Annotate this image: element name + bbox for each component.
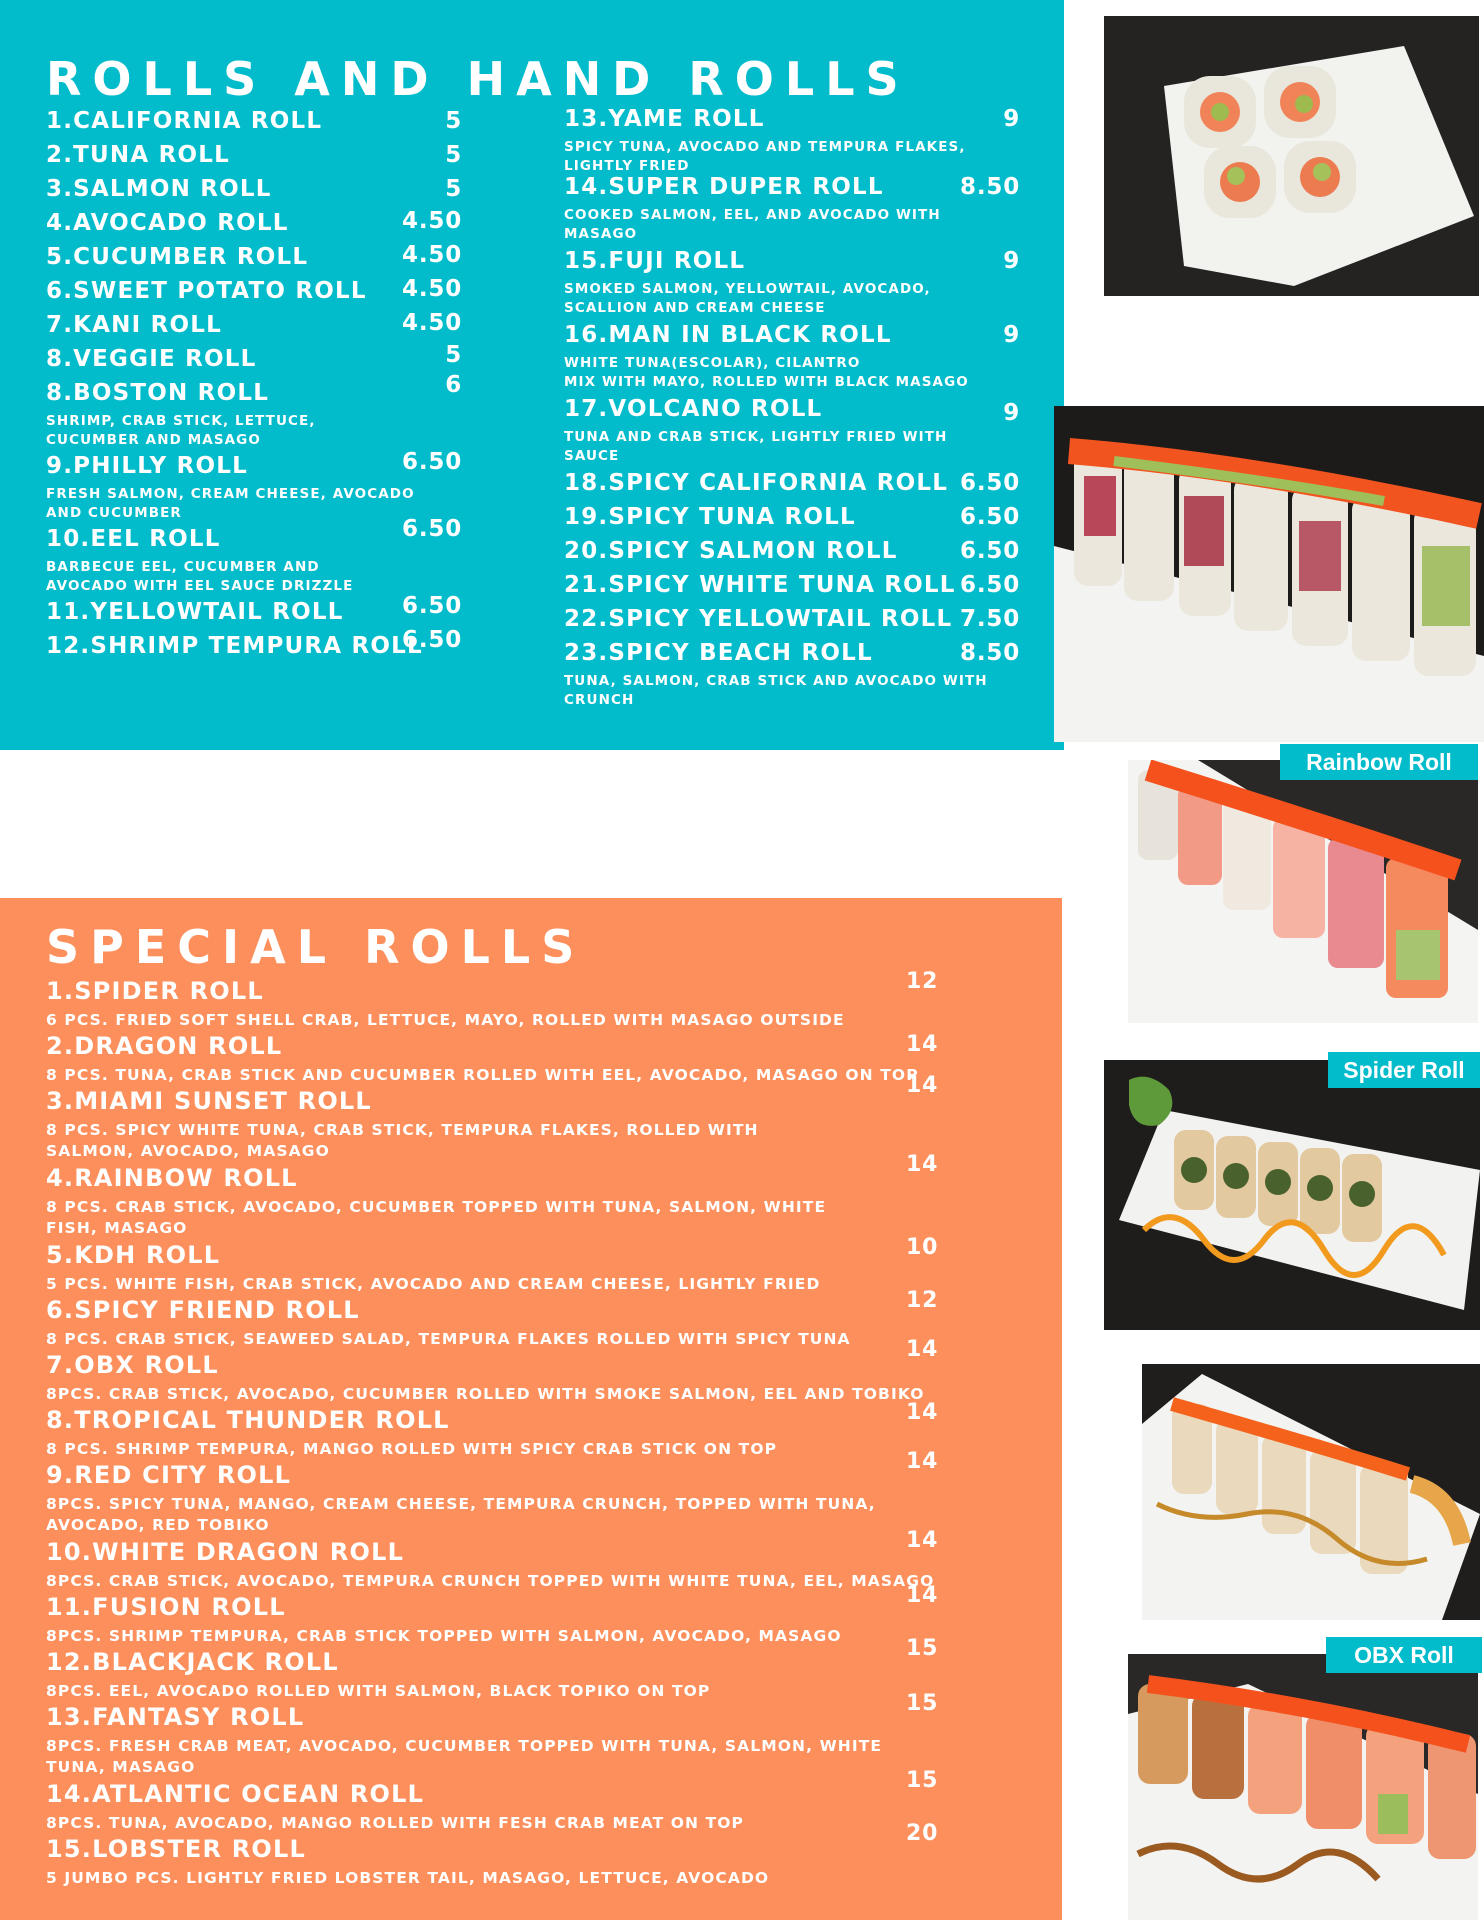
rolls-title: ROLLS AND HAND ROLLS (46, 52, 910, 106)
menu-item-name: 3.MIAMI SUNSET ROLL (46, 1087, 372, 1115)
menu-item-price: 4.50 (402, 276, 462, 302)
menu-item-description: SPICY TUNA, AVOCADO AND TEMPURA FLAKES, LIGHTLY FRIED (564, 139, 966, 174)
menu-item-name: 8.TROPICAL THUNDER ROLL (46, 1406, 450, 1434)
menu-item-price: 6 (445, 372, 462, 398)
menu-item-name: 15.LOBSTER ROLL (46, 1835, 307, 1863)
menu-item-description: 8 PCS. CRAB STICK, SEAWEED SALAD, TEMPURA FLAKES ROLLED WITH SPICY TUNA (46, 1330, 851, 1348)
menu-item-name: 14.ATLANTIC OCEAN ROLL (46, 1780, 425, 1808)
menu-item-name: 6.SPICY FRIEND ROLL (46, 1296, 360, 1324)
menu-item-price: 6.50 (402, 593, 462, 619)
obx-roll-photo (1128, 1654, 1478, 1920)
special-rolls-title: SPECIAL ROLLS (46, 920, 586, 974)
menu-item-description: 8PCS. SHRIMP TEMPURA, CRAB STICK TOPPED WITH SALMON, AVOCADO, MASAGO (46, 1627, 842, 1645)
menu-item-price: 7.50 (960, 606, 1020, 632)
menu-item-name: 16.MAN IN BLACK ROLL (564, 322, 892, 348)
rainbow-roll-label: Rainbow Roll (1280, 744, 1478, 780)
menu-item-price: 8.50 (960, 174, 1020, 200)
rolls-left-column (46, 110, 462, 670)
menu-item-name: 19.SPICY TUNA ROLL (564, 504, 856, 530)
menu-item-price: 14 (906, 1583, 939, 1608)
menu-item-name: 9.RED CITY ROLL (46, 1461, 292, 1489)
menu-item-name: 3.SALMON ROLL (46, 176, 272, 202)
menu-item-name: 1.CALIFORNIA ROLL (46, 108, 323, 134)
menu-item-description: SMOKED SALMON, YELLOWTAIL, AVOCADO, SCALLION AND CREAM CHEESE (564, 281, 931, 316)
menu-item-price: 14 (906, 1032, 939, 1057)
menu-item-name: 17.VOLCANO ROLL (564, 396, 823, 422)
menu-item-price: 5 (445, 108, 462, 134)
menu-item-price: 14 (906, 1337, 939, 1362)
menu-item-price: 15 (906, 1691, 939, 1716)
menu-item-description: TUNA, SALMON, CRAB STICK AND AVOCADO WITH CRUNCH (564, 673, 988, 708)
menu-item-price: 14 (906, 1152, 939, 1177)
menu-item-description: 8 PCS. SHRIMP TEMPURA, MANGO ROLLED WITH SPICY CRAB STICK ON TOP (46, 1440, 778, 1458)
menu-item-price: 6.50 (402, 516, 462, 542)
menu-item-name: 4.RAINBOW ROLL (46, 1164, 298, 1192)
menu-item-price: 6.50 (960, 470, 1020, 496)
menu-item-name: 10.EEL ROLL (46, 526, 221, 552)
menu-item-name: 14.SUPER DUPER ROLL (564, 174, 884, 200)
menu-item-description: 5 PCS. WHITE FISH, CRAB STICK, AVOCADO AND CREAM CHEESE, LIGHTLY FRIED (46, 1275, 821, 1293)
menu-item-description: 5 JUMBO PCS. LIGHTLY FRIED LOBSTER TAIL, MASAGO, LETTUCE, AVOCADO (46, 1869, 770, 1887)
menu-item-price: 6.50 (960, 504, 1020, 530)
menu-item-name: 2.TUNA ROLL (46, 142, 230, 168)
menu-item-name: 22.SPICY YELLOWTAIL ROLL (564, 606, 953, 632)
menu-item-description: 8 PCS. TUNA, CRAB STICK AND CUCUMBER ROLLED WITH EEL, AVOCADO, MASAGO ON TOP (46, 1066, 919, 1084)
menu-item-description: 8PCS. TUNA, AVOCADO, MANGO ROLLED WITH FESH CRAB MEAT ON TOP (46, 1814, 745, 1832)
menu-item-price: 10 (906, 1235, 939, 1260)
menu-item-name: 7.OBX ROLL (46, 1351, 219, 1379)
menu-item-price: 14 (906, 1400, 939, 1425)
menu-item-price: 20 (906, 1821, 939, 1846)
menu-item-price: 14 (906, 1528, 939, 1553)
menu-item-price: 12 (906, 969, 939, 994)
menu-item-name: 21.SPICY WHITE TUNA ROLL (564, 572, 956, 598)
menu-item-name: 8.VEGGIE ROLL (46, 346, 257, 372)
menu-item-price: 9 (1003, 322, 1020, 348)
menu-item-description: 8PCS. CRAB STICK, AVOCADO, CUCUMBER ROLLED WITH SMOKE SALMON, EEL AND TOBIKO (46, 1385, 925, 1403)
rolls-right-column (564, 108, 1020, 718)
menu-item-name: 11.FUSION ROLL (46, 1593, 286, 1621)
sushi-platter-photo (1054, 406, 1484, 742)
menu-item-description: 8 PCS. SPICY WHITE TUNA, CRAB STICK, TEMPURA FLAKES, ROLLED WITH SALMON, AVOCADO, MASAGO (46, 1121, 759, 1161)
menu-item-description: 8PCS. FRESH CRAB MEAT, AVOCADO, CUCUMBER TOPPED WITH TUNA, SALMON, WHITE TUNA, MASAGO (46, 1737, 883, 1777)
menu-item-name: 2.DRAGON ROLL (46, 1032, 283, 1060)
menu-item-name: 11.YELLOWTAIL ROLL (46, 599, 344, 625)
menu-item-description: TUNA AND CRAB STICK, LIGHTLY FRIED WITH SAUCE (564, 429, 948, 464)
menu-item-description: SHRIMP, CRAB STICK, LETTUCE, CUCUMBER AND MASAGO (46, 413, 316, 448)
obx-roll-label: OBX Roll (1326, 1637, 1482, 1673)
menu-item-price: 4.50 (402, 208, 462, 234)
menu-item-price: 15 (906, 1768, 939, 1793)
menu-item-description: 6 PCS. FRIED SOFT SHELL CRAB, LETTUCE, MAYO, ROLLED WITH MASAGO OUTSIDE (46, 1011, 845, 1029)
menu-item-price: 9 (1003, 400, 1020, 426)
menu-item-price: 5 (445, 176, 462, 202)
menu-item-name: 5.CUCUMBER ROLL (46, 244, 309, 270)
menu-item-price: 8.50 (960, 640, 1020, 666)
menu-item-name: 8.BOSTON ROLL (46, 380, 270, 406)
menu-item-price: 6.50 (960, 572, 1020, 598)
menu-item-price: 6.50 (402, 627, 462, 653)
menu-item-description: WHITE TUNA(ESCOLAR), CILANTRO MIX WITH MAYO, ROLLED WITH BLACK MASAGO (564, 355, 969, 390)
menu-item-price: 4.50 (402, 242, 462, 268)
menu-item-name: 15.FUJI ROLL (564, 248, 746, 274)
rainbow-roll-photo (1128, 760, 1478, 1023)
menu-item-name: 7.KANI ROLL (46, 312, 222, 338)
spider-roll-photo (1104, 1060, 1480, 1330)
menu-item-name: 6.SWEET POTATO ROLL (46, 278, 367, 304)
special-rolls-list (46, 969, 1046, 1899)
menu-item-price: 4.50 (402, 310, 462, 336)
menu-item-name: 1.SPIDER ROLL (46, 977, 264, 1005)
menu-item-price: 6.50 (402, 449, 462, 475)
menu-item-name: 13.FANTASY ROLL (46, 1703, 305, 1731)
spider-roll-label: Spider Roll (1328, 1052, 1480, 1088)
menu-item-name: 12.BLACKJACK ROLL (46, 1648, 339, 1676)
menu-item-price: 5 (445, 342, 462, 368)
menu-item-description: FRESH SALMON, CREAM CHEESE, AVOCADO AND CUCUMBER (46, 486, 415, 521)
menu-item-description: 8 PCS. CRAB STICK, AVOCADO, CUCUMBER TOPPED WITH TUNA, SALMON, WHITE FISH, MASAGO (46, 1198, 827, 1238)
menu-item-description: 8PCS. CRAB STICK, AVOCADO, TEMPURA CRUNCH TOPPED WITH WHITE TUNA, EEL, MASAGO (46, 1572, 935, 1590)
menu-item-description: 8PCS. SPICY TUNA, MANGO, CREAM CHEESE, TEMPURA CRUNCH, TOPPED WITH TUNA, AVOCADO, RED TOBIKO (46, 1495, 876, 1535)
menu-item-price: 15 (906, 1636, 939, 1661)
menu-item-name: 12.SHRIMP TEMPURA ROLL (46, 633, 423, 659)
menu-item-name: 10.WHITE DRAGON ROLL (46, 1538, 405, 1566)
menu-item-price: 14 (906, 1073, 939, 1098)
menu-item-price: 9 (1003, 106, 1020, 132)
menu-item-name: 4.AVOCADO ROLL (46, 210, 289, 236)
menu-item-name: 18.SPICY CALIFORNIA ROLL (564, 470, 949, 496)
menu-item-price: 14 (906, 1449, 939, 1474)
menu-item-description: BARBECUE EEL, CUCUMBER AND AVOCADO WITH EEL SAUCE DRIZZLE (46, 559, 354, 594)
menu-item-description: 8PCS. EEL, AVOCADO ROLLED WITH SALMON, BLACK TOPIKO ON TOP (46, 1682, 711, 1700)
tropical-roll-photo (1142, 1364, 1480, 1620)
menu-item-name: 23.SPICY BEACH ROLL (564, 640, 873, 666)
menu-item-price: 6.50 (960, 538, 1020, 564)
menu-item-price: 12 (906, 1288, 939, 1313)
menu-item-description: COOKED SALMON, EEL, AND AVOCADO WITH MASAGO (564, 207, 941, 242)
menu-item-name: 5.KDH ROLL (46, 1241, 221, 1269)
menu-item-name: 13.YAME ROLL (564, 106, 765, 132)
menu-item-name: 20.SPICY SALMON ROLL (564, 538, 898, 564)
menu-item-name: 9.PHILLY ROLL (46, 453, 248, 479)
california-roll-photo (1104, 16, 1479, 296)
menu-item-price: 5 (445, 142, 462, 168)
menu-item-price: 9 (1003, 248, 1020, 274)
